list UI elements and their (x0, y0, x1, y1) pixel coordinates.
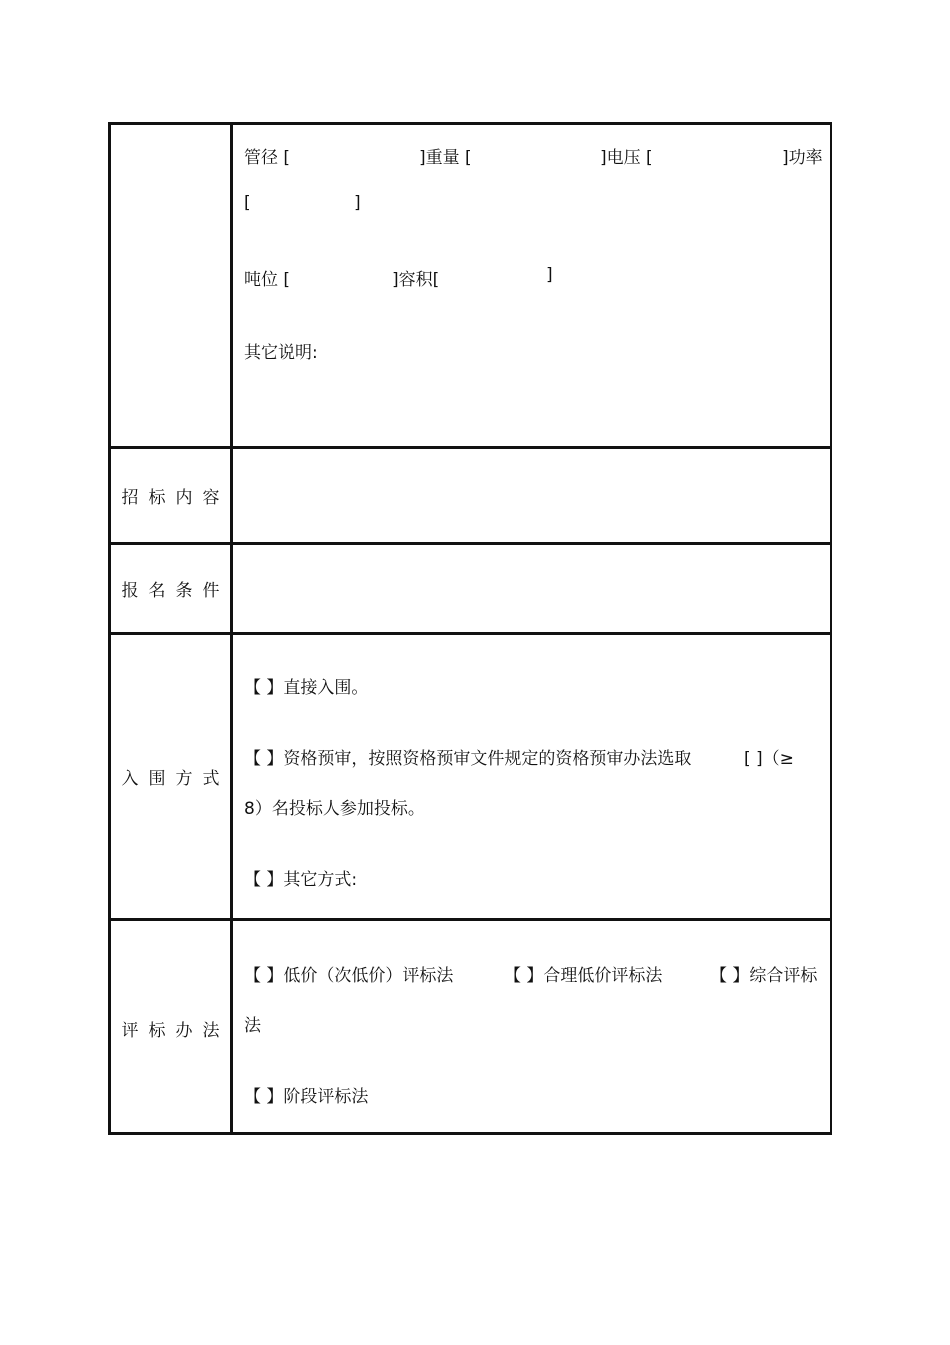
spec-row (111, 125, 830, 446)
prequalification-option-cont: 8）名投标人参加投标。 (244, 799, 425, 819)
comprehensive-option-cont: 法 (244, 1016, 261, 1036)
other-notes[interactable]: 其它说明: (244, 343, 318, 363)
pipe-diameter-field[interactable]: 管径 [ (244, 148, 291, 168)
tonnage-field[interactable]: 吨位 [ (244, 270, 291, 290)
volume-bracket-close: ] (546, 265, 553, 285)
volume-field[interactable]: ]容积[ (392, 270, 440, 290)
registration-row (111, 542, 830, 632)
power-field[interactable]: ]功率 (782, 148, 823, 168)
lowest-price-option[interactable]: 【 】低价（次低价）评标法 (244, 966, 454, 986)
power-bracket-open: [ (244, 193, 251, 213)
direct-shortlist-option[interactable]: 【 】直接入围。 (244, 678, 369, 698)
bid-content-value[interactable] (236, 449, 830, 542)
evaluation-row (111, 918, 830, 1135)
other-method-option[interactable]: 【 】其它方式: (244, 870, 358, 890)
staged-evaluation-option[interactable]: 【 】阶段评标法 (244, 1087, 369, 1107)
spec-content (236, 125, 830, 446)
shortlist-label: 入围方式 (111, 635, 233, 918)
power-bracket-close: ] (354, 193, 361, 213)
voltage-field[interactable]: ]电压 [ (600, 148, 653, 168)
registration-label: 报名条件 (111, 545, 233, 632)
reasonable-low-price-option[interactable]: 【 】合理低价评标法 (504, 966, 663, 986)
registration-value[interactable] (236, 545, 830, 632)
bid-content-row (111, 446, 830, 542)
prequalification-option[interactable]: 【 】资格预审，按照资格预审文件规定的资格预审办法选取 (244, 749, 692, 769)
prequalification-count-field[interactable]: [ ]（≥ (744, 749, 794, 769)
evaluation-content (236, 921, 830, 1135)
bid-content-label: 招标内容 (111, 449, 233, 542)
spec-label (111, 125, 233, 446)
shortlist-content (236, 635, 830, 918)
shortlist-row (111, 632, 830, 918)
weight-field[interactable]: ]重量 [ (419, 148, 472, 168)
evaluation-label: 评标办法 (111, 921, 233, 1135)
comprehensive-option[interactable]: 【 】综合评标 (710, 966, 818, 986)
tender-form-table (108, 122, 832, 1135)
